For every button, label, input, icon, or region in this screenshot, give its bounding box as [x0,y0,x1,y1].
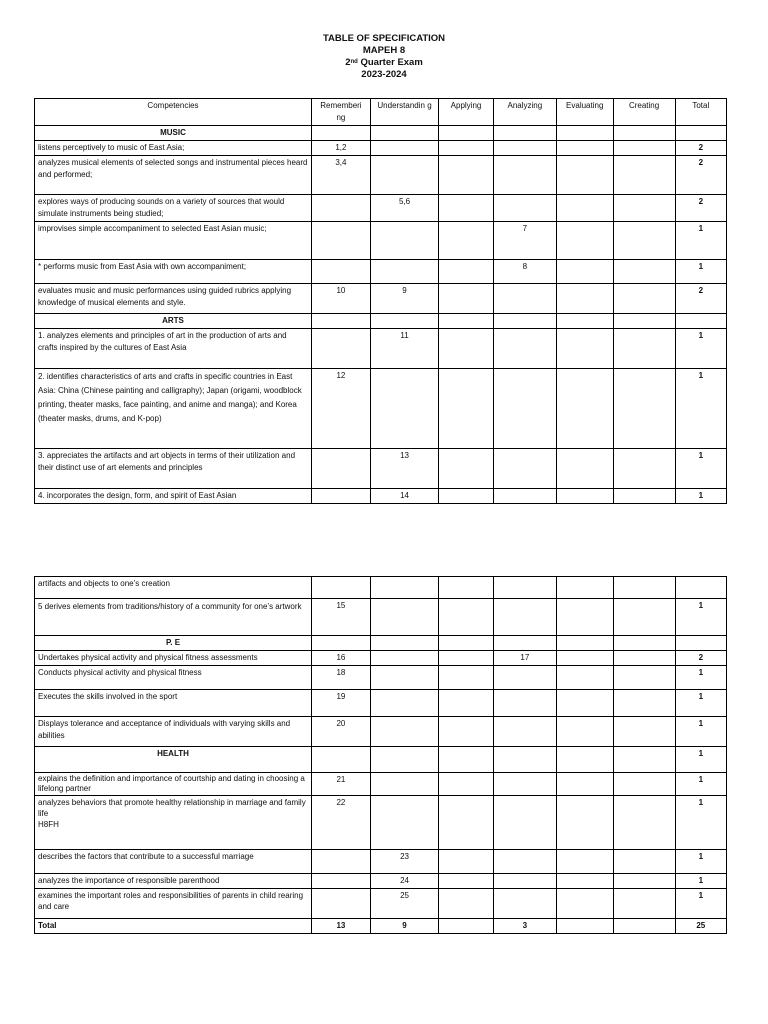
competency-cell: explores ways of producing sounds on a variety of sources that would simulate instruments being studied; [35,195,312,222]
total-cell: 2 [675,651,726,666]
analyzing-cell [493,690,556,717]
analyzing-cell [493,717,556,747]
analyzing-cell [493,141,556,156]
remembering-cell [312,850,371,874]
total-understanding: 9 [370,919,438,934]
competency-cell: explains the definition and importance of courtship and dating in choosing a lifelong partner [35,773,312,796]
table-row [35,690,727,717]
table-row [35,577,727,599]
total-cell: 1 [675,874,726,889]
total-cell: 1 [675,889,726,919]
total-cell: 1 [675,369,726,449]
title-line-4: 2023-2024 [361,69,407,80]
remembering-cell: 20 [312,717,371,747]
understanding-cell: 24 [370,874,438,889]
remembering-cell [312,260,371,284]
section-row-arts [35,314,727,329]
header-remembering: Rememberi ng [312,99,371,126]
remembering-cell [312,222,371,260]
header-total: Total [675,99,726,126]
remembering-cell [312,329,371,369]
total-cell: 1 [675,796,726,850]
specification-table-page-1 [34,98,727,504]
header-applying: Applying [439,99,494,126]
competency-cell: analyzes musical elements of selected songs and instrumental pieces heard and performed; [35,156,312,195]
remembering-cell: 19 [312,690,371,717]
table-row [35,850,727,874]
table-row [35,651,727,666]
table-row [35,141,727,156]
understanding-cell [370,369,438,449]
total-cell: 1 [675,222,726,260]
understanding-cell [370,260,438,284]
total-remembering: 13 [312,919,371,934]
understanding-cell [370,141,438,156]
header-competencies: Competencies [35,99,312,126]
competency-cell: 5 derives elements from traditions/history of a community for one’s artwork [35,599,312,636]
table-row [35,489,727,504]
remembering-cell [312,195,371,222]
remembering-cell: 10 [312,284,371,314]
analyzing-cell: 8 [493,260,556,284]
section-arts: ARTS [35,314,312,329]
competency-text: analyzes behaviors that promote healthy relationship in marriage and family life [38,798,306,818]
title-line-3 [0,57,768,69]
table-row [35,666,727,690]
understanding-cell: 13 [370,449,438,489]
competency-cell: 3. appreciates the artifacts and art objects in terms of their utilization and their distinct use of art elements and principles [35,449,312,489]
header-evaluating: Evaluating [556,99,613,126]
analyzing-cell [493,156,556,195]
analyzing-cell [493,284,556,314]
total-cell: 1 [675,717,726,747]
understanding-cell [370,773,438,796]
quarter-suffix: nd [350,59,358,65]
quarter-number: 2 [345,57,351,68]
header-row [35,99,727,126]
analyzing-cell: 7 [493,222,556,260]
understanding-cell [370,577,438,599]
title-line-1: TABLE OF SPECIFICATION [322,33,446,44]
table-row [35,874,727,889]
table-row [35,156,727,195]
remembering-cell: 15 [312,599,371,636]
table-row [35,773,727,796]
grand-total: 25 [675,919,726,934]
section-pe: P. E [35,636,312,651]
remembering-cell [312,874,371,889]
total-row [35,919,727,934]
header-analyzing: Analyzing [493,99,556,126]
remembering-cell: 3,4 [312,156,371,195]
total-analyzing: 3 [493,919,556,934]
total-cell: 1 [675,666,726,690]
competency-cell: improvises simple accompaniment to selected East Asian music; [35,222,312,260]
remembering-cell [312,449,371,489]
understanding-cell: 25 [370,889,438,919]
competency-cell: evaluates music and music performances using guided rubrics applying knowledge of musical elements and style. [35,284,312,314]
understanding-cell [370,222,438,260]
total-cell: 1 [675,489,726,504]
competency-cell: Displays tolerance and acceptance of individuals with varying skills and abilities [35,717,312,747]
competency-cell: listens perceptively to music of East Asia; [35,141,312,156]
competency-cell: 1. analyzes elements and principles of art in the production of arts and crafts inspired by the cultures of East Asia [35,329,312,369]
section-row-pe [35,636,727,651]
total-cell [675,577,726,599]
remembering-cell: 18 [312,666,371,690]
competency-code: H8FH [38,820,59,829]
health-section-total: 1 [675,747,726,773]
remembering-cell: 1,2 [312,141,371,156]
competency-cell: examines the important roles and responsibilities of parents in child rearing and care [35,889,312,919]
competency-cell: describes the factors that contribute to a successful marriage [35,850,312,874]
table-row [35,796,727,850]
total-cell: 1 [675,329,726,369]
total-cell: 1 [675,449,726,489]
table-row [35,222,727,260]
competency-cell: Undertakes physical activity and physical fitness assessments [35,651,312,666]
total-cell: 2 [675,284,726,314]
competency-cell: analyzes the importance of responsible parenthood [35,874,312,889]
understanding-cell [370,156,438,195]
analyzing-cell [493,195,556,222]
table-row [35,449,727,489]
table-row [35,889,727,919]
table-row [35,717,727,747]
header-understanding: Understandin g [370,99,438,126]
specification-table-page-2 [34,576,727,934]
competency-cell: 2. identifies characteristics of arts and crafts in specific countries in East Asia: China (Chinese painting and calligraphy); Japan (origami, woodblock printing, theater masks, face painting, and anime and manga); and Korea (theater masks, drums, and K-pop) [35,369,312,449]
total-cell: 2 [675,141,726,156]
header-creating: Creating [613,99,675,126]
understanding-cell: 11 [370,329,438,369]
title-line-2: MAPEH 8 [362,45,406,56]
table-row [35,329,727,369]
remembering-cell [312,489,371,504]
remembering-cell: 21 [312,773,371,796]
total-cell: 2 [675,195,726,222]
total-cell: 1 [675,850,726,874]
total-cell: 1 [675,773,726,796]
table-row [35,260,727,284]
remembering-cell: 22 [312,796,371,850]
section-row-health [35,747,727,773]
remembering-cell [312,577,371,599]
table-row [35,599,727,636]
analyzing-cell [493,666,556,690]
understanding-cell: 14 [370,489,438,504]
understanding-cell [370,599,438,636]
understanding-cell: 23 [370,850,438,874]
quarter-label: Quarter Exam [357,57,423,68]
competency-cell [35,796,312,850]
total-cell: 1 [675,690,726,717]
competency-cell: 4. incorporates the design, form, and spirit of East Asian [35,489,312,504]
competency-cell: Conducts physical activity and physical fitness [35,666,312,690]
competency-cell: Executes the skills involved in the sport [35,690,312,717]
table-row [35,195,727,222]
total-label: Total [35,919,312,934]
total-cell: 2 [675,156,726,195]
total-cell: 1 [675,260,726,284]
understanding-cell [370,796,438,850]
competency-cell: artifacts and objects to one’s creation [35,577,312,599]
document-title [0,33,768,81]
table-row [35,284,727,314]
understanding-cell: 5,6 [370,195,438,222]
competency-cell: * performs music from East Asia with own accompaniment; [35,260,312,284]
understanding-cell: 9 [370,284,438,314]
total-cell: 1 [675,599,726,636]
analyzing-cell: 17 [493,651,556,666]
section-music: MUSIC [35,126,312,141]
remembering-cell [312,889,371,919]
remembering-cell: 12 [312,369,371,449]
remembering-cell: 16 [312,651,371,666]
section-row-music [35,126,727,141]
section-health: HEALTH [35,747,312,773]
table-row [35,369,727,449]
